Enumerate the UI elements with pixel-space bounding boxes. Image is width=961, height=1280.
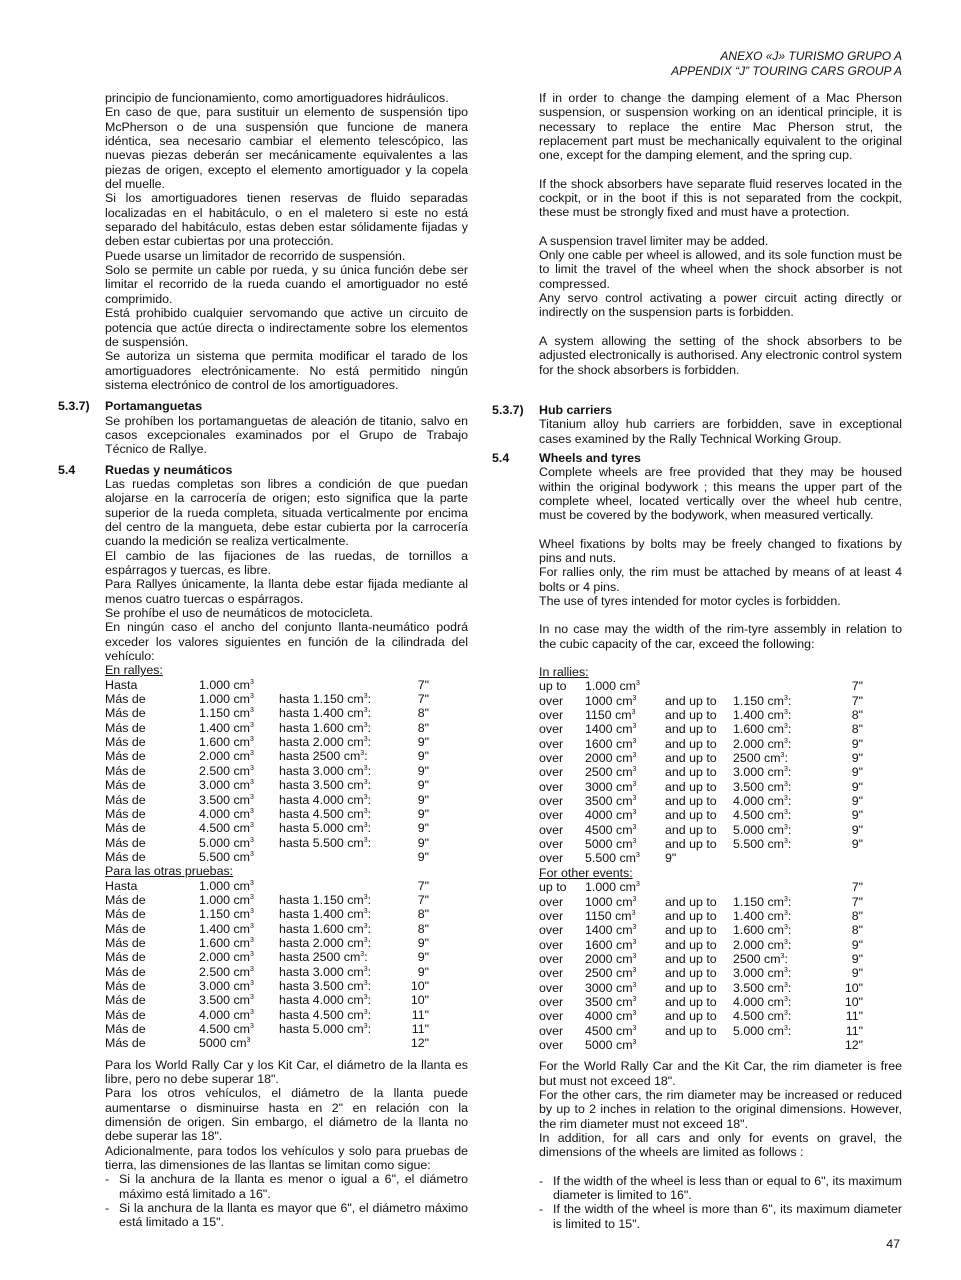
table-row: Más de 5000 $cm^3$ 12"	[105, 1036, 429, 1051]
spanish-column	[58, 91, 468, 1230]
table-row: Más de 5.500 $cm^3$ 9"	[105, 849, 429, 864]
table-row: over 3000 $cm^3$ and up to 3.500 $cm^3$: 9"	[539, 779, 863, 794]
table-row: over 1600 $cm^3$ and up to 2.000 $cm^3$: 9"	[539, 937, 863, 952]
paragraph: Wheel fixations by bolts may be freely changed to fixations by pins and nuts.	[539, 536, 902, 565]
section-537-en	[492, 403, 902, 446]
table-row: Más de 3.500 $cm^3$ hasta 4.000 $cm^3$: 9"	[105, 792, 429, 807]
table-row: Más de 1.400 $cm^3$ hasta 1.600 $cm^3$: 8"	[105, 720, 429, 735]
table-row: Más de 1.150 $cm^3$ hasta 1.400 $cm^3$: 8"	[105, 706, 429, 721]
table-row: Más de 4.500 $cm^3$ hasta 5.000 $cm^3$: 11"	[105, 1022, 429, 1036]
section-number: 5.4	[492, 450, 510, 465]
table-row: Más de 1.000 $cm^3$ hasta 1.150 $cm^3$: 7"	[105, 892, 429, 907]
list-item: - Si la anchura de la llanta es mayor que 6", el diámetro máximo está limitado a 15".	[105, 1201, 468, 1230]
table-row: over 5.500 $cm^3$ 9"	[539, 851, 677, 866]
paragraph: Adicionalmente, para todos los vehículos y solo para pruebas de tierra, las dimensiones de las llantas se limitan como sigue:	[105, 1143, 468, 1173]
section-title: Wheels and tyres	[539, 450, 641, 465]
table-row: Más de 1.000 $cm^3$ hasta 1.150 $cm^3$: 7"	[105, 692, 429, 707]
table-row: over 1000 $cm^3$ and up to 1.150 $cm^3$: 7"	[539, 894, 863, 909]
table-row: Más de 1.400 $cm^3$ hasta 1.600 $cm^3$: 8"	[105, 921, 429, 936]
section-number: 5.3.7)	[492, 402, 524, 417]
paragraph: If in order to change the damping element of a Mac Pherson suspension, or suspension working on an identical principle, it is necessary to replace the entire Mac Pherson strut, the replacement part must be mechanically equivalent to the original one, except for the damping element, and the spring cup.	[539, 91, 902, 163]
english-column	[492, 91, 902, 1231]
paragraph: Si los amortiguadores tienen reservas de fluido separadas localizadas en el habitáculo, o en el maletero si este no está separado del habitáculo, estas deben estar sólidamente fijadas y deben estar cubiertas por una protección.	[105, 191, 468, 249]
table-label: In rallies:	[539, 665, 589, 679]
table-row: over 1400 $cm^3$ and up to 1.600 $cm^3$: 8"	[539, 722, 863, 737]
table-row: over 4000 $cm^3$ and up to 4.500 $cm^3$: 11"	[539, 1009, 863, 1024]
paragraph: For the World Rally Car and the Kit Car, the rim diameter is free but must not exceed 18".	[539, 1059, 902, 1088]
section-title: Ruedas y neumáticos	[105, 462, 233, 477]
table-row: over 1150 $cm^3$ and up to 1.400 $cm^3$: 8"	[539, 708, 863, 723]
paragraph: A suspension travel limiter may be added.	[539, 233, 769, 248]
table-row: Más de 4.000 $cm^3$ hasta 4.500 $cm^3$: 9"	[105, 806, 429, 821]
table-row: Más de 1.150 $cm^3$ hasta 1.400 $cm^3$: 8"	[105, 907, 429, 922]
table-row: Más de 4.500 $cm^3$ hasta 5.000 $cm^3$: 9"	[105, 821, 429, 836]
paragraph: Para los World Rally Car y los Kit Car, el diámetro de la llanta es libre, pero no debe superar 18".	[105, 1057, 468, 1087]
paragraph: Se prohíbe el uso de neumáticos de motocicleta.	[105, 606, 373, 621]
table-row: Más de 3.500 $cm^3$ hasta 4.000 $cm^3$: 10"	[105, 993, 429, 1008]
table-row: over 1600 $cm^3$ and up to 2.000 $cm^3$: 9"	[539, 736, 863, 751]
section-title: Portamanguetas	[105, 399, 203, 414]
section-number: 5.3.7)	[58, 399, 90, 414]
rim-width-table-rallies-en	[539, 679, 863, 851]
list-item: - If the width of the wheel is more than 6", its maximum diameter is limited to 15".	[539, 1202, 902, 1231]
table-row: over 2500 $cm^3$ and up to 3.000 $cm^3$: 9"	[539, 765, 863, 780]
paragraph: Se prohíben los portamanguetas de aleación de titanio, salvo en casos excepcionales examinados por el Grupo de Trabajo Técnico de Rallye.	[105, 413, 468, 457]
table-row: over 4500 $cm^3$ and up to 5.000 $cm^3$: 9"	[539, 822, 863, 837]
rim-width-table-other-en	[539, 880, 863, 1052]
paragraph: Se autoriza un sistema que permita modificar el tarado de los amortiguadores electrónicamente. No está permitido ningún sistema electrónico de control de los amortiguadores.	[105, 349, 468, 392]
page-header	[671, 49, 902, 79]
table-row: over 2000 $cm^3$ and up to 2500 $cm^3$: 9"	[539, 751, 863, 766]
rim-width-table-other-es	[105, 879, 429, 1051]
paragraph: En ningún caso el ancho del conjunto llanta-neumático podrá exceder los valores siguientes en función de la cilindrada del vehículo:	[105, 620, 468, 664]
paragraph: Puede usarse un limitador de recorrido de suspensión.	[105, 248, 406, 263]
suspension-text-en	[539, 91, 902, 377]
paragraph: Las ruedas completas son libres a condición de que puedan alojarse en la carrocería de origen; esto significa que la parte superior de la rueda completa, situada verticalmente por encima del centro de la mangueta, debe estar cubierta por la carrocería cuando la medición se realiza verticalmente.	[105, 476, 468, 549]
paragraph: Está prohibido cualquier servomando que active un circuito de potencia que actúe directa o indirectamente sobre los elementos de suspensión.	[105, 306, 468, 349]
list-item: - If the width of the wheel is less than or equal to 6", its maximum diameter is limited to 16".	[539, 1174, 902, 1203]
paragraph: Solo se permite un cable por rueda, y su única función debe ser limitar el recorrido de la rueda cuando el amortiguador no esté comprimido.	[105, 263, 468, 306]
table-row: Más de 2.500 $cm^3$ hasta 3.000 $cm^3$: 9"	[105, 763, 429, 778]
table-row: over 5000 $cm^3$ 12"	[539, 1037, 863, 1052]
paragraph: El cambio de las fijaciones de las ruedas, de tornillos a espárragos y tuercas, es libre.	[105, 548, 468, 577]
table-row: Más de 1.600 $cm^3$ hasta 2.000 $cm^3$: 9"	[105, 735, 429, 750]
table-row: Más de 2.500 $cm^3$ hasta 3.000 $cm^3$: 9"	[105, 964, 429, 979]
table-row: over 1400 $cm^3$ and up to 1.600 $cm^3$: 8"	[539, 923, 863, 938]
paragraph: Only one cable per wheel is allowed, and its sole function must be to limit the travel of the wheel when the shock absorber is not compressed.	[539, 248, 902, 291]
suspension-text-es	[105, 91, 468, 392]
table-row: Hasta 1.000 $cm^3$ 7"	[105, 677, 429, 692]
section-54-es	[58, 463, 468, 1230]
header-en: APPENDIX “J” TOURING CARS GROUP A	[671, 64, 902, 78]
table-row: Hasta 1.000 $cm^3$ 7"	[105, 878, 429, 893]
section-537-es	[58, 399, 468, 456]
paragraph: Titanium alloy hub carriers are forbidden, save in exceptional cases examined by the Rally Technical Working Group.	[539, 417, 902, 446]
section-title: Hub carriers	[539, 402, 613, 417]
table-row: over 4500 $cm^3$ and up to 5.000 $cm^3$: 11"	[539, 1023, 863, 1038]
table-label: For other events:	[539, 865, 633, 880]
table-row: over 2000 $cm^3$ and up to 2500 $cm^3$: 9"	[539, 951, 863, 966]
table-row: over 1000 $cm^3$ and up to 1.150 $cm^3$: 7"	[539, 693, 863, 708]
section-number: 5.4	[58, 462, 76, 477]
table-row: Más de 3.000 $cm^3$ hasta 3.500 $cm^3$: 10"	[105, 978, 429, 993]
table-row: Más de 3.000 $cm^3$ hasta 3.500 $cm^3$: 9"	[105, 778, 429, 793]
paragraph: principio de funcionamiento, como amortiguadores hidráulicos.	[105, 91, 449, 105]
paragraph: In no case may the width of the rim-tyre assembly in relation to the cubic capacity of the car, exceed the following:	[539, 622, 902, 651]
paragraph: For the other cars, the rim diameter may be increased or reduced by up to 2 inches in relation to the original dimensions. However, the rim diameter must not exceed 18".	[539, 1087, 902, 1131]
table-row: over 1150 $cm^3$ and up to 1.400 $cm^3$: 8"	[539, 908, 863, 923]
list-item: - Si la anchura de la llanta es menor o igual a 6", el diámetro máximo está limitado a 16".	[105, 1172, 468, 1201]
table-row: up to 1.000 $cm^3$ 7"	[539, 880, 863, 895]
paragraph: If the shock absorbers have separate fluid reserves located in the cockpit, or in the boot if this is not separated from the cockpit, these must be strongly fixed and must have a protection.	[539, 176, 902, 220]
paragraph: Para los otros vehículos, el diámetro de la llanta puede aumentarse o disminuirse hasta en 2" en relación con la dimensión de origen. Sin embargo, el diámetro de la llanta no debe superar las 18".	[105, 1086, 468, 1144]
paragraph: For rallies only, the rim must be attached by means of at least 4 bolts or 4 pins.	[539, 565, 902, 594]
table-row: over 3500 $cm^3$ and up to 4.000 $cm^3$: 9"	[539, 794, 863, 809]
table-row: over 3000 $cm^3$ and up to 3.500 $cm^3$: 10"	[539, 980, 863, 995]
table-row: over 5000 $cm^3$ and up to 5.500 $cm^3$: 9"	[539, 837, 863, 852]
table-row: Más de 1.600 $cm^3$ hasta 2.000 $cm^3$: 9"	[105, 935, 429, 950]
table-row: Más de 4.000 $cm^3$ hasta 4.500 $cm^3$: 11"	[105, 1007, 429, 1022]
paragraph: A system allowing the setting of the shock absorbers to be adjusted electronically is authorised. Any electronic control system for the shock absorbers is forbidden.	[539, 333, 902, 377]
table-row: up to 1.000 $cm^3$ 7"	[539, 679, 863, 694]
paragraph: Any servo control activating a power circuit acting directly or indirectly on the suspension parts is forbidden.	[539, 291, 902, 320]
header-es: ANEXO «J» TURISMO GRUPO A	[720, 49, 902, 63]
table-row: over 2500 $cm^3$ and up to 3.000 $cm^3$: 9"	[539, 966, 863, 981]
paragraph: The use of tyres intended for motor cycles is forbidden.	[539, 593, 841, 608]
table-row: Más de 5.000 $cm^3$ hasta 5.500 $cm^3$: 9"	[105, 835, 429, 850]
rim-width-table-rallies-last-en	[539, 851, 695, 865]
table-row: Más de 2.000 $cm^3$ hasta 2500 $cm^3$: 9"	[105, 950, 429, 965]
rim-width-table-rallies-es	[105, 678, 429, 864]
page-number: 47	[886, 1237, 900, 1251]
table-row: over 4000 $cm^3$ and up to 4.500 $cm^3$: 9"	[539, 808, 863, 823]
table-row: over 3500 $cm^3$ and up to 4.000 $cm^3$: 10"	[539, 994, 863, 1009]
table-row: Más de 2.000 $cm^3$ hasta 2500 $cm^3$: 9"	[105, 749, 429, 764]
section-54-en	[492, 451, 902, 1231]
paragraph: Para Rallyes únicamente, la llanta debe estar fijada mediante al menos cuatro tuercas o espárragos.	[105, 577, 468, 606]
paragraph: Complete wheels are free provided that they may be housed within the original bodywork ; this means the upper part of the complete wheel, located vertically over the wheel hub centre, must be covered by the bodywork, when measured vertically.	[539, 465, 902, 523]
table-label: En rallyes:	[105, 663, 163, 678]
paragraph: In addition, for all cars and only for events on gravel, the dimensions of the wheels are limited as follows :	[539, 1131, 902, 1160]
table-label: Para las otras pruebas:	[105, 864, 234, 879]
paragraph: En caso de que, para sustituir un elemento de suspensión tipo McPherson o de una suspensión que funcione de manera idéntica, sea necesario cambiar el elemento telescópico, las nuevas piezas deberán ser mecánicamente equivalentes a las piezas de origen, excepto el elemento amortiguador y la copela del muelle.	[105, 105, 468, 192]
